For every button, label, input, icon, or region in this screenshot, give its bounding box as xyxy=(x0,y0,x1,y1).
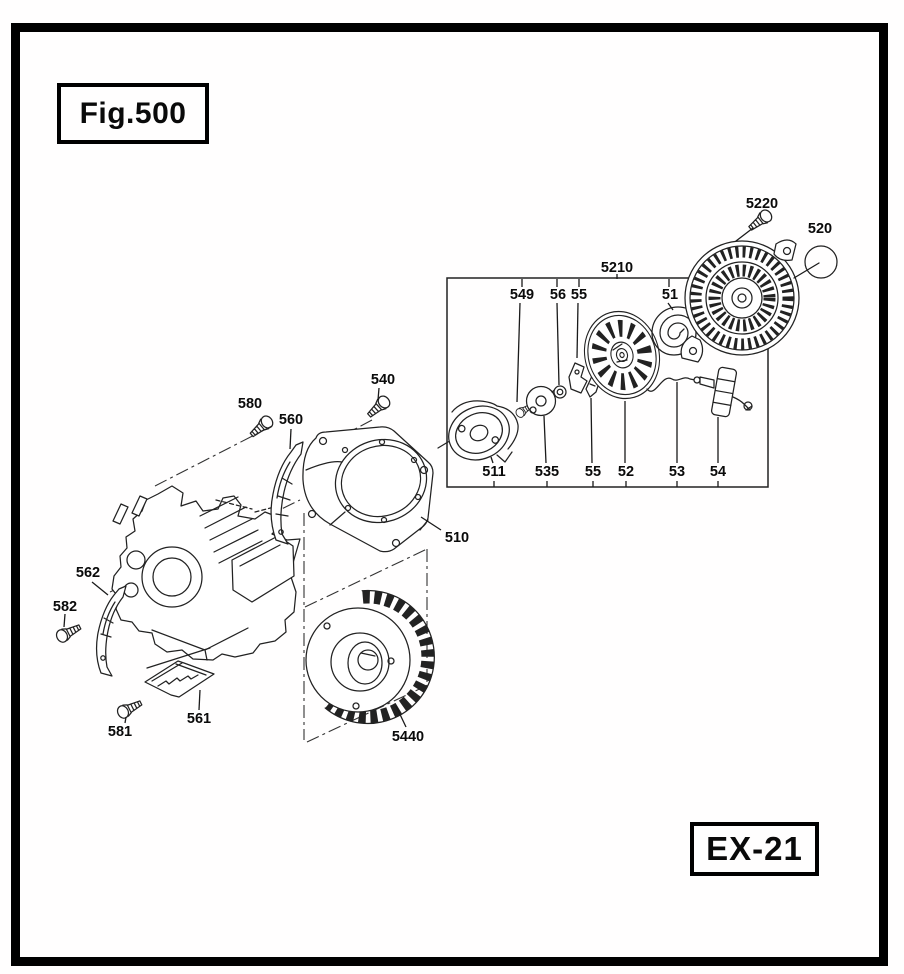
part-label-511: 511 xyxy=(482,464,506,480)
cover-bracket-drawing xyxy=(271,442,303,544)
part-label-51: 51 xyxy=(661,287,679,303)
figure-number: Fig.500 xyxy=(79,96,187,130)
bolt-581-drawing xyxy=(115,697,143,720)
part-label-5220: 5220 xyxy=(745,196,779,212)
part-label-55-bottom: 55 xyxy=(584,464,602,480)
part-520-ball-drawing xyxy=(805,246,837,278)
part-label-581: 581 xyxy=(107,724,133,740)
blower-housing-drawing xyxy=(303,427,437,552)
recoil-starter-assembly-drawing xyxy=(681,228,837,362)
part-label-510: 510 xyxy=(444,530,470,546)
part-label-54: 54 xyxy=(709,464,727,480)
part-label-540: 540 xyxy=(370,372,396,388)
side-bracket-drawing xyxy=(97,586,126,676)
part-label-535: 535 xyxy=(534,464,560,480)
starter-handle-drawing xyxy=(700,367,752,417)
model-code: EX-21 xyxy=(706,830,803,867)
part-label-562: 562 xyxy=(75,565,101,581)
part-label-549: 549 xyxy=(509,287,535,303)
bolt-582-drawing xyxy=(54,621,82,644)
ratchet-plate-drawing xyxy=(527,387,558,416)
part-label-5210: 5210 xyxy=(600,260,634,276)
part-label-580: 580 xyxy=(237,396,263,412)
part-label-56: 56 xyxy=(549,287,567,303)
part-label-5440: 5440 xyxy=(391,729,425,745)
part-label-52: 52 xyxy=(617,464,635,480)
part-label-561: 561 xyxy=(186,711,212,727)
flywheel-drawing xyxy=(306,590,434,723)
washer-drawing xyxy=(554,386,566,398)
part-label-53: 53 xyxy=(668,464,686,480)
part-label-55-top: 55 xyxy=(570,287,588,303)
part-label-560: 560 xyxy=(278,412,304,428)
part-label-520: 520 xyxy=(807,221,833,237)
baffle-plate-drawing xyxy=(145,661,214,697)
part-label-582: 582 xyxy=(52,599,78,615)
starter-cup-drawing xyxy=(438,397,518,470)
